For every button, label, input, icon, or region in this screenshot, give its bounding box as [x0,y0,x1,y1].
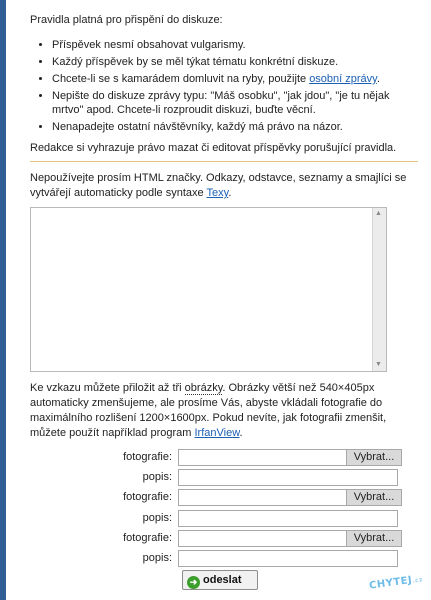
rule-item: • Každý příspěvek by se měl týkat tématu konkrétní diskuze. [52,55,418,69]
caption-label: popis: [142,552,172,564]
file-path[interactable] [179,490,345,505]
scroll-up-icon[interactable]: ▲ [375,210,382,217]
message-textarea[interactable] [30,207,387,372]
caption-label: popis: [142,471,172,483]
rule-item: • Příspěvek nesmí obsahovat vulgarismy. [52,38,418,52]
browse-button[interactable]: Vybrat... [346,450,401,465]
divider [30,161,418,162]
scroll-down-icon[interactable]: ▼ [375,361,382,368]
site-watermark-logo: CHYTEJ.cz [368,574,424,592]
photo-label: fotografie: [123,532,172,544]
photo-label: fotografie: [123,491,172,503]
photo-row-2 [30,489,418,506]
submit-label: odeslat [203,574,242,586]
caption-row-2 [30,510,418,527]
caption-input-3[interactable] [178,550,398,567]
caption-row-1 [30,469,418,486]
caption-input-1[interactable] [178,469,398,486]
arrow-right-icon: ➜ [187,576,200,589]
caption-row-3 [30,550,418,567]
rules-list [30,38,418,137]
private-messages-link[interactable]: osobní zprávy [309,73,377,85]
page-left-border [0,0,6,600]
file-path[interactable] [179,450,345,465]
rule-item: • Nenapadejte ostatní návštěvníky, každý má právo na názor. [52,120,418,134]
browse-button[interactable]: Vybrat... [346,490,401,505]
caption-label: popis: [142,512,172,524]
photo-file-input-3[interactable] [178,530,402,547]
images-link[interactable]: obrázky [184,382,223,394]
photo-row-1 [30,449,418,466]
photo-file-input-2[interactable] [178,489,402,506]
texy-link[interactable]: Texy [206,187,229,199]
admin-note: Redakce si vyhrazuje právo mazat či editovat příspěvky porušující pravidla. [30,142,397,154]
file-path[interactable] [179,531,345,546]
irfanview-link[interactable]: IrfanView [194,427,240,439]
submit-button[interactable] [182,570,258,590]
attachment-note: Ke vzkazu můžete přiložit až tři obrázky. Obrázky větší než 540×405px automaticky zmenšujeme, ale prosíme Vás, abyste vkládali fotografie do maximálního rozlišení 1200×1600px. Pokud nevíte, jak fotografii zmenšit, můžete použít například program IrfanView. [30,382,387,439]
rule-item: • Nepište do diskuze zprávy typu: "Máš osobku", "jak jdou", "je tu nějak mrtvo" apod. Chcete-li rozproudit diskuzi, buďte věcní. [52,89,418,117]
rule-item: • Chcete-li se s kamarádem domluvit na ryby, použijte osobní zprávy. [52,72,418,86]
browse-button[interactable]: Vybrat... [346,531,401,546]
photo-row-3 [30,530,418,547]
textarea-scrollbar[interactable] [372,208,386,371]
photo-label: fotografie: [123,451,172,463]
caption-input-2[interactable] [178,510,398,527]
html-note: Nepoužívejte prosím HTML značky. Odkazy, odstavce, seznamy a smajlíci se vytvářejí automaticky podle syntaxe Texy. [30,172,407,199]
photo-file-input-1[interactable] [178,449,402,466]
rules-intro: Pravidla platná pro přispění do diskuze: [30,14,223,26]
